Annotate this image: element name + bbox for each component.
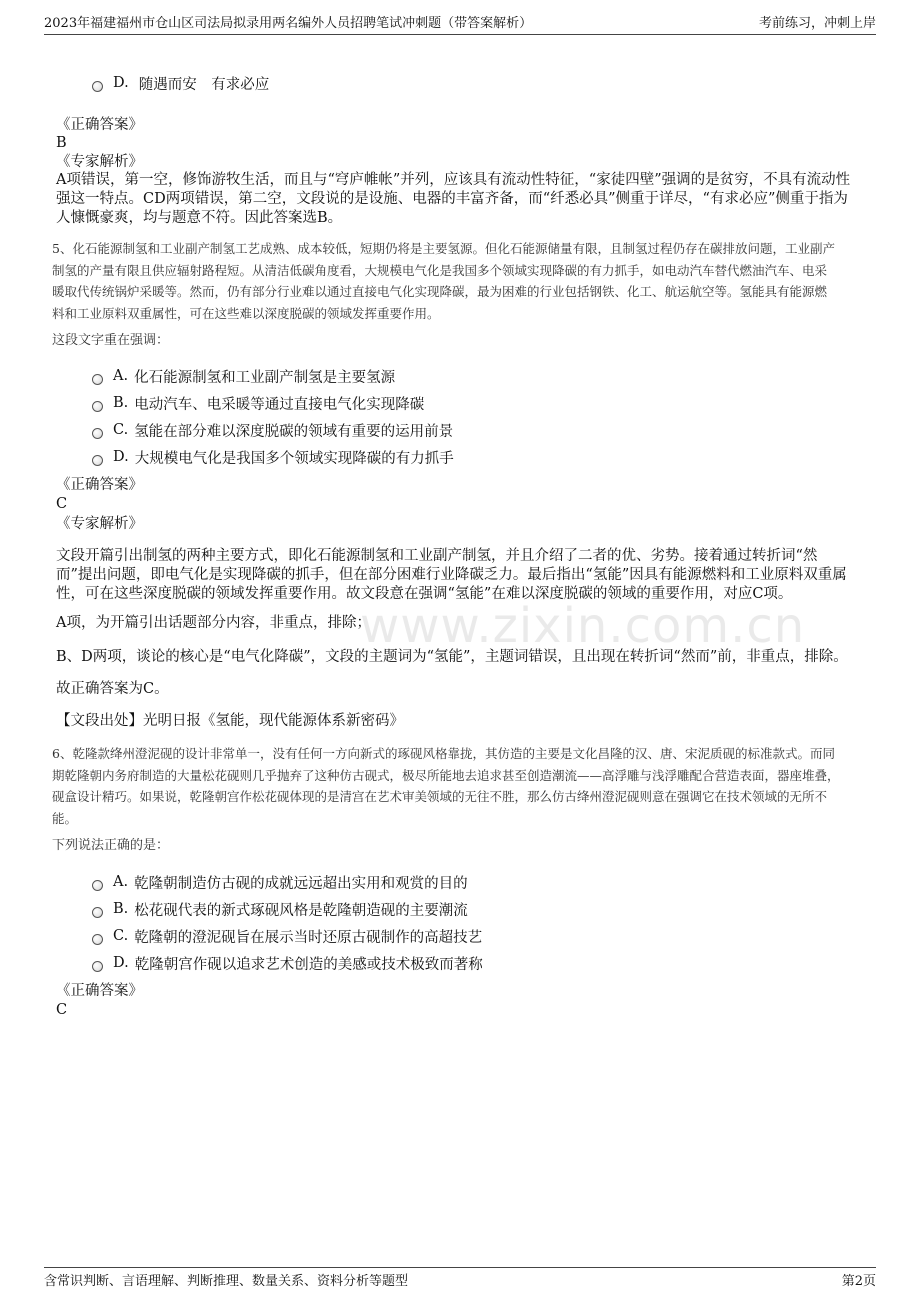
analysis-line: 人慷慨豪爽，均与题意不符。因此答案选B。 <box>56 210 343 226</box>
q5-analysis-bd: B、D两项，谈论的核心是“电气化降碳”，文段的主题词为“氢能”，主题词错误，且出现在转折词“然而”前，非重点，排除。 <box>56 649 848 665</box>
q5-answer: C <box>56 496 68 512</box>
option-letter: B. <box>113 395 129 411</box>
footer-divider <box>44 1267 876 1268</box>
option-letter: A. <box>113 368 129 384</box>
q5-option-c[interactable] <box>92 419 453 441</box>
q5-question-text <box>52 238 870 324</box>
question-line: 能。 <box>52 810 78 826</box>
radio-icon[interactable] <box>92 880 103 891</box>
q6-option-b[interactable] <box>92 898 468 920</box>
option-text: 乾隆朝宫作砚以追求艺术创造的美感或技术极致而著称 <box>134 956 483 973</box>
q5-answer-label: 《正确答案》 <box>56 477 143 493</box>
q4-analysis-label: 《专家解析》 <box>56 154 143 170</box>
option-text: 随遇而安 有求必应 <box>138 76 270 93</box>
analysis-line: 文段开篇引出制氢的两种主要方式，即化石能源制氢和工业副产制氢，并且介绍了二者的优、劣势。接着通过转折词“然 <box>56 548 818 564</box>
q5-conclusion: 故正确答案为C。 <box>56 681 169 697</box>
question-line: 期乾隆朝内务府制造的大量松花砚则几乎抛弃了这种仿古砚式，极尽所能地去追求甚至创造潮流——高浮雕与浅浮雕配合营造表面，器座堆叠， <box>52 767 840 783</box>
q4-option-d[interactable] <box>92 72 269 94</box>
question-line: 制氢的产量有限且供应辐射路程短。从清洁低碳角度看，大规模电气化是我国多个领域实现降碳的有力抓手，如电动汽车替代燃油汽车、电采 <box>52 262 828 278</box>
radio-icon[interactable] <box>92 428 103 439</box>
option-text: 大规模电气化是我国多个领域实现降碳的有力抓手 <box>134 450 454 467</box>
q5-option-b[interactable] <box>92 392 424 414</box>
q5-option-d[interactable] <box>92 446 454 468</box>
option-text: 乾隆朝制造仿古砚的成就远远超出实用和观赏的目的 <box>134 875 468 892</box>
q5-analysis-label: 《专家解析》 <box>56 516 143 532</box>
document-title: 2023年福建福州市仓山区司法局拟录用两名编外人员招聘笔试冲刺题（带答案解析） <box>44 16 533 31</box>
question-line: 6、乾隆款绛州澄泥砚的设计非常单一，没有任何一方向新式的琢砚风格靠拢，其仿造的主要是文化昌隆的汉、唐、宋泥质砚的标准款式。而同 <box>52 746 835 761</box>
radio-icon[interactable] <box>92 934 103 945</box>
analysis-line: 强这一特点。CD两项错误，第二空，文段说的是设施、电器的丰富齐备，而“纤悉必具”侧重于详尽，“有求必应”侧重于指为 <box>56 191 848 207</box>
radio-icon[interactable] <box>92 401 103 412</box>
q6-question-text <box>52 743 870 829</box>
radio-icon[interactable] <box>92 81 103 92</box>
watermark: www.zixin.com.cn <box>360 598 806 654</box>
option-text: 化石能源制氢和工业副产制氢是主要氢源 <box>134 369 396 386</box>
q5-option-a[interactable] <box>92 365 395 387</box>
q6-option-d[interactable] <box>92 952 483 974</box>
q6-option-c[interactable] <box>92 925 482 947</box>
option-text: 乾隆朝的澄泥砚旨在展示当时还原古砚制作的高超技艺 <box>134 929 483 946</box>
analysis-line: 性，可在这些深度脱碳的领域发挥重要作用。故文段意在强调“氢能”在难以深度脱碳的领域的重要作用，对应C项。 <box>56 586 793 602</box>
q4-analysis <box>56 171 864 228</box>
q4-answer: B <box>56 135 67 151</box>
option-letter: D. <box>113 449 129 465</box>
q5-prompt: 这段文字重在强调： <box>52 333 170 348</box>
option-text: 氢能在部分难以深度脱碳的领域有重要的运用前景 <box>134 423 454 440</box>
header-divider <box>44 34 876 35</box>
option-letter: B. <box>113 901 129 917</box>
analysis-line: 而”提出问题，即电气化是实现降碳的抓手，但在部分困难行业降碳乏力。最后指出“氢能”因具有能源燃料和工业原料双重属 <box>56 567 847 583</box>
footer-note: 含常识判断、言语理解、判断推理、数量关系、资料分析等题型 <box>44 1274 409 1289</box>
radio-icon[interactable] <box>92 961 103 972</box>
q5-analysis-paragraph <box>56 547 864 604</box>
option-text: 电动汽车、电采暖等通过直接电气化实现降碳 <box>134 396 425 413</box>
page-number: 第2页 <box>841 1274 876 1289</box>
question-line: 砚盒设计精巧。如果说，乾隆朝宫作松花砚体现的是清宫在艺术审美领域的无往不胜，那么仿古绛州澄泥砚则意在强调它在技术领域的无所不 <box>52 789 828 804</box>
option-letter: C. <box>113 928 129 944</box>
header-slogan: 考前练习，冲刺上岸 <box>758 16 876 31</box>
page-footer <box>44 1270 876 1290</box>
q5-analysis-a: A项，为开篇引出话题部分内容，非重点，排除； <box>56 615 371 631</box>
question-line: 5、化石能源制氢和工业副产制氢工艺成熟、成本较低，短期仍将是主要氢源。但化石能源储量有限，且制氢过程仍存在碳排放问题，工业副产 <box>52 241 835 256</box>
option-letter: A. <box>113 874 129 890</box>
question-line: 料和工业原料双重属性，可在这些难以深度脱碳的领域发挥重要作用。 <box>52 305 440 321</box>
q5-source: 【文段出处】光明日报《氢能，现代能源体系新密码》 <box>56 713 404 729</box>
page-header <box>44 12 876 34</box>
option-letter: C. <box>113 422 129 438</box>
q6-answer-label: 《正确答案》 <box>56 983 143 999</box>
radio-icon[interactable] <box>92 907 103 918</box>
question-line: 暖取代传统锅炉采暖等。然而，仍有部分行业难以通过直接电气化实现降碳，最为困难的行业包括钢铁、化工、航运航空等。氢能具有能源燃 <box>52 284 828 299</box>
analysis-line: A项错误，第一空，修饰游牧生活，而且与“穹庐帷帐”并列，应该具有流动性特征，“家徒四壁”强调的是贫穷，不具有流动性 <box>56 172 851 188</box>
option-letter: D. <box>113 75 129 91</box>
q6-answer: C <box>56 1002 68 1018</box>
q6-prompt: 下列说法正确的是： <box>52 838 170 853</box>
radio-icon[interactable] <box>92 374 103 385</box>
option-letter: D. <box>113 955 129 971</box>
q4-answer-label: 《正确答案》 <box>56 117 143 133</box>
radio-icon[interactable] <box>92 455 103 466</box>
q6-option-a[interactable] <box>92 871 468 893</box>
option-text: 松花砚代表的新式琢砚风格是乾隆朝造砚的主要潮流 <box>134 902 468 919</box>
